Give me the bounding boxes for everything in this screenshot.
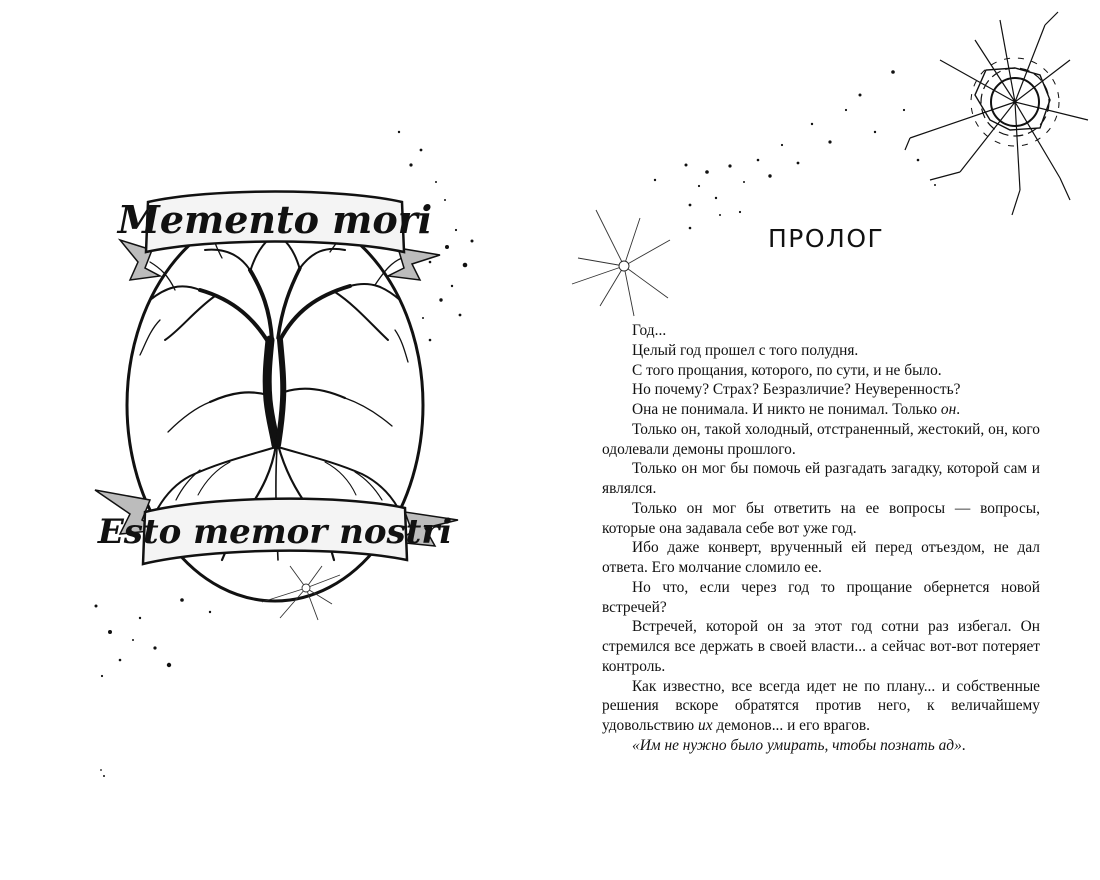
- paragraph-text: Год...: [632, 322, 667, 339]
- paragraph-text: Только он, такой холодный, отстраненный, жестокий, он, кого одолевали демоны прошлого.: [602, 420, 1040, 458]
- prose-paragraph: [602, 361, 1040, 381]
- prose-paragraph: [602, 420, 1040, 460]
- paragraph-text: .: [956, 401, 961, 418]
- paragraph-text: Но что, если через год то прощание обернется новой встречей?: [602, 578, 1040, 616]
- paragraph-text: Ибо даже конверт, врученный ей перед отъездом, не дал ответа. Его молчание сломило ее.: [602, 539, 1040, 576]
- prose-paragraph: [602, 578, 1040, 618]
- prologue-text: [602, 321, 1040, 756]
- prose-paragraph: [602, 538, 1040, 578]
- prose-paragraph: [602, 380, 1040, 400]
- paragraph-text: Только он мог бы помочь ей разгадать загадку, которой сам и являлся.: [602, 460, 1040, 497]
- paragraph-text: С того прощания, которого, по сути, и не было.: [632, 361, 942, 379]
- prose-paragraph: [602, 321, 1040, 341]
- paragraph-text: Она не понимала. И никто не понимал. Только: [632, 401, 941, 418]
- right-page: [550, 0, 1100, 880]
- emphasis-text: «Им не нужно было умирать, чтобы познать ад»: [632, 736, 962, 754]
- shattered-glass-icon: [262, 566, 340, 620]
- top-ribbon-banner: [116, 192, 440, 281]
- paragraph-text: Целый год прошел с того полудня.: [632, 341, 859, 359]
- prose-paragraph: [602, 341, 1040, 361]
- prose-paragraph: [602, 400, 1040, 420]
- paragraph-text: Встречей, которой он за этот год сотни раз избегал. Он стремился все держать в своей власти... а сейчас вот-вот потеряет контроль.: [602, 618, 1040, 675]
- banner-top-text: Memento mori: [117, 197, 433, 242]
- paragraph-text: .: [961, 736, 966, 754]
- prose-paragraph: [602, 736, 1040, 756]
- emphasis-text: их: [698, 717, 713, 734]
- prose-paragraph: [602, 617, 1040, 676]
- prose-paragraph: [602, 499, 1040, 539]
- emphasis-text: он: [940, 401, 957, 418]
- prose-paragraph: [602, 459, 1040, 499]
- paragraph-text: демонов... и его врагов.: [712, 717, 870, 734]
- prose-paragraph: [602, 677, 1040, 736]
- banner-bottom-text: Esto memor nostri: [97, 512, 453, 552]
- chapter-title: ПРОЛОГ: [768, 224, 885, 253]
- paragraph-text: Только он мог бы ответить на ее вопросы — вопросы, которые она задавала себе вот уже год.: [602, 499, 1040, 537]
- paragraph-text: Но почему? Страх? Безразличие? Неуверенность?: [632, 381, 961, 399]
- paragraph-text: Как известно, все всегда идет не по плану... и собственные решения вскоре обратятся против него, к величайшему удовольствию: [602, 677, 1040, 734]
